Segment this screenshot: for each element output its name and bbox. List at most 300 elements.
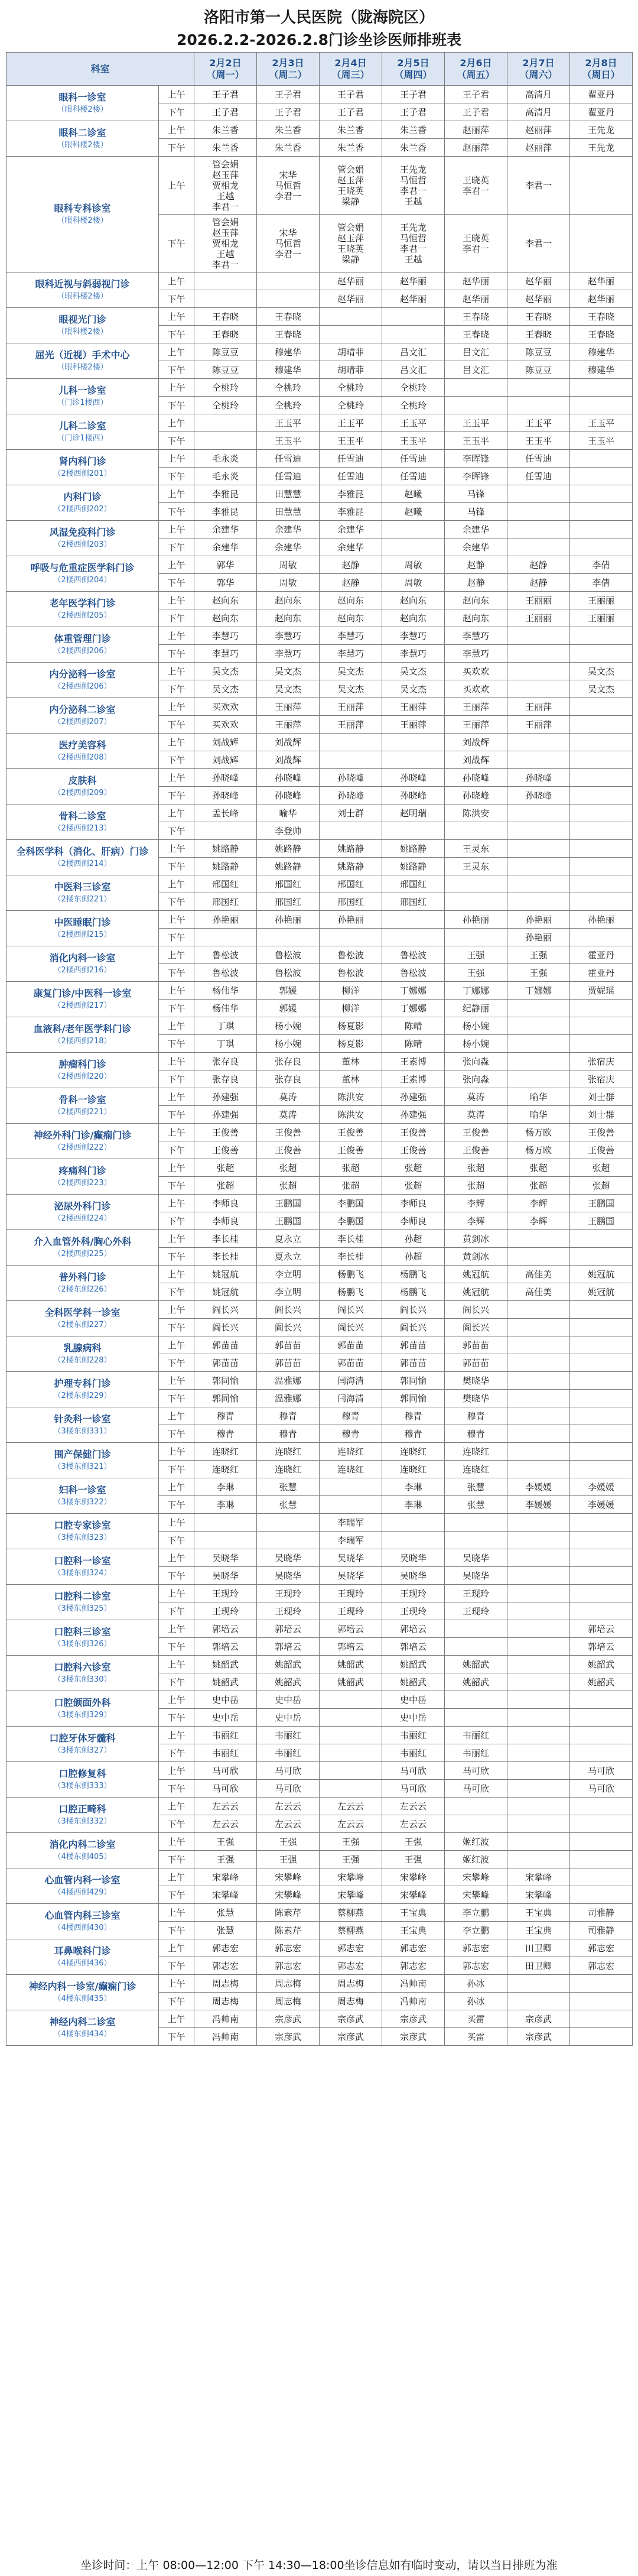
doctor-cell: 王俊善 bbox=[382, 1141, 445, 1159]
doctor-cell: 杨小婉 bbox=[445, 1017, 507, 1035]
period-label: 上午 bbox=[159, 485, 194, 503]
doctor-cell: 郭志宏 bbox=[320, 1957, 382, 1975]
doctor-cell: 郭苗苗 bbox=[320, 1336, 382, 1354]
department-cell bbox=[6, 1195, 159, 1230]
doctor-cell: 宋攀峰 bbox=[257, 1886, 320, 1904]
doctor-cell: 赵丽萍 bbox=[507, 121, 570, 139]
period-label: 下午 bbox=[159, 1851, 194, 1868]
doctor-cell: 马可欣 bbox=[382, 1762, 445, 1780]
doctor-cell: 仝桃玲 bbox=[320, 379, 382, 397]
doctor-cell: 韦丽红 bbox=[445, 1727, 507, 1744]
department-location: （4楼东侧405） bbox=[53, 1852, 112, 1861]
doctor-cell: 连晓红 bbox=[320, 1461, 382, 1478]
doctor-cell bbox=[507, 397, 570, 414]
doctor-cell: 郭同愉 bbox=[194, 1390, 257, 1407]
doctor-cell: 宗彦武 bbox=[507, 2010, 570, 2028]
doctor-cell: 阎长兴 bbox=[320, 1319, 382, 1336]
doctor-cell: 李瑞军 bbox=[320, 1532, 382, 1549]
department-name: 全科医学科一诊室 bbox=[44, 1306, 121, 1318]
department-name: 内科门诊 bbox=[63, 491, 102, 502]
department-location: （2楼东侧229） bbox=[53, 1391, 112, 1400]
doctor-cell bbox=[507, 503, 570, 521]
period-label: 上午 bbox=[159, 308, 194, 326]
doctor-cell bbox=[507, 1532, 570, 1549]
department-name: 康复门诊/中医科一诊室 bbox=[33, 987, 132, 999]
doctor-cell: 赵华丽 bbox=[570, 272, 633, 290]
doctor-cell: 管会娟 赵玉萍 贾相龙 王越 李君一 bbox=[194, 157, 257, 215]
doctor-cell: 田慧慧 bbox=[257, 503, 320, 521]
doctor-cell bbox=[194, 1514, 257, 1532]
period-label: 下午 bbox=[159, 716, 194, 734]
doctor-cell bbox=[382, 734, 445, 751]
doctor-cell: 樊晓华 bbox=[445, 1372, 507, 1390]
doctor-cell: 李辉 bbox=[507, 1212, 570, 1230]
doctor-cell: 鲁松波 bbox=[194, 964, 257, 982]
doctor-cell: 杨小婉 bbox=[257, 1035, 320, 1053]
period-label: 上午 bbox=[159, 1372, 194, 1390]
doctor-cell: 董林 bbox=[320, 1053, 382, 1070]
period-label: 下午 bbox=[159, 1283, 194, 1301]
doctor-cell: 姚韶武 bbox=[320, 1656, 382, 1673]
doctor-cell: 鲁松波 bbox=[320, 946, 382, 964]
doctor-cell: 王丽萍 bbox=[445, 698, 507, 716]
doctor-cell bbox=[507, 1709, 570, 1727]
doctor-cell: 王素博 bbox=[382, 1070, 445, 1088]
period-label: 下午 bbox=[159, 2028, 194, 2046]
period-label: 上午 bbox=[159, 1868, 194, 1886]
department-cell bbox=[6, 308, 159, 343]
doctor-cell: 姚路静 bbox=[257, 840, 320, 858]
doctor-cell: 宗彦武 bbox=[382, 2010, 445, 2028]
doctor-cell: 丁娜娜 bbox=[382, 1000, 445, 1017]
doctor-cell bbox=[507, 858, 570, 875]
doctor-cell: 孙晓峰 bbox=[382, 769, 445, 787]
doctor-cell: 郭志宏 bbox=[382, 1939, 445, 1957]
day-column-header bbox=[194, 53, 257, 86]
doctor-cell: 李辉 bbox=[445, 1195, 507, 1212]
doctor-cell: 王春晓 bbox=[194, 308, 257, 326]
doctor-cell: 王现玲 bbox=[320, 1602, 382, 1620]
doctor-cell: 阎长兴 bbox=[257, 1319, 320, 1336]
doctor-cell: 莫涛 bbox=[445, 1106, 507, 1124]
period-label: 下午 bbox=[159, 326, 194, 343]
doctor-cell: 郭志宏 bbox=[570, 1939, 633, 1957]
doctor-cell: 王俊善 bbox=[445, 1124, 507, 1141]
department-location: （4楼东侧434） bbox=[53, 2029, 112, 2039]
doctor-cell bbox=[570, 787, 633, 804]
doctor-cell: 史中岳 bbox=[194, 1709, 257, 1727]
period-label: 上午 bbox=[159, 911, 194, 929]
schedule-row bbox=[6, 1407, 633, 1425]
doctor-cell: 高佳美 bbox=[507, 1266, 570, 1283]
doctor-cell: 王俊善 bbox=[570, 1141, 633, 1159]
doctor-cell: 吕文汇 bbox=[382, 343, 445, 361]
period-label: 上午 bbox=[159, 1656, 194, 1673]
department-location: （2楼西侧215） bbox=[53, 930, 112, 939]
department-location: （3楼东侧321） bbox=[53, 1462, 112, 1471]
doctor-cell bbox=[507, 1000, 570, 1017]
doctor-cell: 张宿庆 bbox=[570, 1053, 633, 1070]
department-name: 神经内科一诊室/癫痫门诊 bbox=[28, 1980, 136, 1992]
doctor-cell: 王现玲 bbox=[382, 1602, 445, 1620]
doctor-cell: 王玉平 bbox=[257, 414, 320, 432]
doctor-cell bbox=[507, 1301, 570, 1319]
doctor-cell: 王宝典 bbox=[382, 1922, 445, 1939]
doctor-cell bbox=[507, 538, 570, 556]
department-location: （2楼西侧206） bbox=[53, 646, 112, 656]
doctor-cell: 买欢欢 bbox=[445, 663, 507, 680]
department-cell bbox=[6, 121, 159, 157]
doctor-cell: 周志梅 bbox=[320, 1975, 382, 1993]
period-label: 下午 bbox=[159, 1425, 194, 1443]
doctor-cell: 余建华 bbox=[194, 538, 257, 556]
doctor-cell: 鲁松波 bbox=[320, 964, 382, 982]
period-label: 上午 bbox=[159, 1975, 194, 1993]
doctor-cell: 王玉平 bbox=[570, 432, 633, 450]
doctor-cell: 宗彦武 bbox=[507, 2028, 570, 2046]
period-label: 上午 bbox=[159, 1195, 194, 1212]
doctor-cell: 周敏 bbox=[257, 574, 320, 592]
doctor-cell: 韦丽红 bbox=[257, 1744, 320, 1762]
doctor-cell: 姚路静 bbox=[320, 840, 382, 858]
doctor-cell: 吴晓华 bbox=[382, 1567, 445, 1585]
doctor-cell: 翟亚丹 bbox=[570, 86, 633, 103]
doctor-cell: 张超 bbox=[194, 1177, 257, 1195]
doctor-cell bbox=[507, 893, 570, 911]
doctor-cell: 黄剑冰 bbox=[445, 1230, 507, 1248]
doctor-cell: 周敏 bbox=[257, 556, 320, 574]
doctor-cell bbox=[570, 1443, 633, 1461]
department-cell bbox=[6, 1833, 159, 1868]
doctor-cell: 连晓红 bbox=[382, 1461, 445, 1478]
period-label: 下午 bbox=[159, 1177, 194, 1195]
department-cell bbox=[6, 379, 159, 414]
doctor-cell bbox=[382, 911, 445, 929]
doctor-cell: 李慧巧 bbox=[194, 627, 257, 645]
doctor-cell: 孙建强 bbox=[382, 1106, 445, 1124]
doctor-cell bbox=[445, 822, 507, 840]
doctor-cell: 马可欣 bbox=[445, 1762, 507, 1780]
doctor-cell bbox=[445, 1620, 507, 1638]
doctor-cell: 王晓英 李君一 bbox=[445, 157, 507, 215]
doctor-cell: 陈洪安 bbox=[445, 804, 507, 822]
doctor-cell: 赵丽萍 bbox=[445, 121, 507, 139]
period-label: 下午 bbox=[159, 1922, 194, 1939]
doctor-cell: 穆青 bbox=[194, 1407, 257, 1425]
doctor-cell: 张宿庆 bbox=[570, 1070, 633, 1088]
doctor-cell bbox=[570, 929, 633, 946]
doctor-cell: 穆青 bbox=[445, 1425, 507, 1443]
doctor-cell: 周敏 bbox=[382, 574, 445, 592]
department-cell bbox=[6, 982, 159, 1017]
doctor-cell: 马可欣 bbox=[570, 1780, 633, 1798]
doctor-cell: 穆青 bbox=[445, 1407, 507, 1425]
doctor-cell: 周志梅 bbox=[194, 1993, 257, 2010]
department-cell bbox=[6, 698, 159, 734]
day-date: 2月2日 bbox=[209, 57, 242, 69]
doctor-cell: 李媛媛 bbox=[507, 1496, 570, 1514]
schedule-row bbox=[6, 698, 633, 716]
doctor-cell: 赵静 bbox=[320, 556, 382, 574]
doctor-cell: 宋华 马恒哲 李君一 bbox=[257, 157, 320, 215]
department-location: （2楼西侧218） bbox=[53, 1036, 112, 1046]
doctor-cell: 王玉平 bbox=[382, 414, 445, 432]
schedule-row bbox=[6, 1088, 633, 1106]
doctor-cell: 孙晓峰 bbox=[445, 769, 507, 787]
doctor-cell: 杨小婉 bbox=[445, 1035, 507, 1053]
doctor-cell: 李立鹏 bbox=[445, 1922, 507, 1939]
doctor-cell: 郭苗苗 bbox=[194, 1354, 257, 1372]
period-label: 上午 bbox=[159, 521, 194, 538]
doctor-cell: 鲁松波 bbox=[194, 946, 257, 964]
doctor-cell: 郭苗苗 bbox=[320, 1354, 382, 1372]
doctor-cell: 王强 bbox=[194, 1833, 257, 1851]
doctor-cell bbox=[320, 1780, 382, 1798]
doctor-cell bbox=[382, 326, 445, 343]
period-label: 下午 bbox=[159, 680, 194, 698]
department-name: 口腔科二诊室 bbox=[54, 1590, 111, 1602]
department-name: 全科医学科（消化、肝病）门诊 bbox=[16, 845, 149, 857]
department-name: 肿瘤科门诊 bbox=[58, 1058, 106, 1070]
doctor-cell bbox=[257, 272, 320, 290]
doctor-cell: 喻华 bbox=[257, 804, 320, 822]
period-label: 下午 bbox=[159, 1354, 194, 1372]
period-label: 上午 bbox=[159, 414, 194, 432]
doctor-cell: 仝桃玲 bbox=[194, 397, 257, 414]
doctor-cell: 王鹏国 bbox=[257, 1195, 320, 1212]
department-name: 儿科一诊室 bbox=[58, 384, 106, 396]
doctor-cell: 穆建华 bbox=[257, 343, 320, 361]
department-location: （2楼西侧222） bbox=[53, 1143, 112, 1152]
doctor-cell: 王丽萍 bbox=[507, 716, 570, 734]
period-label: 下午 bbox=[159, 929, 194, 946]
doctor-cell: 王强 bbox=[507, 964, 570, 982]
doctor-cell: 杨万欧 bbox=[507, 1124, 570, 1141]
department-cell bbox=[6, 663, 159, 698]
doctor-cell: 李君一 bbox=[507, 157, 570, 215]
period-label: 下午 bbox=[159, 1106, 194, 1124]
doctor-cell: 蔡柳燕 bbox=[320, 1922, 382, 1939]
period-label: 下午 bbox=[159, 645, 194, 663]
doctor-cell bbox=[382, 1514, 445, 1532]
period-label: 上午 bbox=[159, 1514, 194, 1532]
period-label: 上午 bbox=[159, 1407, 194, 1425]
period-label: 上午 bbox=[159, 157, 194, 215]
doctor-cell bbox=[507, 1656, 570, 1673]
period-label: 上午 bbox=[159, 1762, 194, 1780]
doctor-cell bbox=[507, 1514, 570, 1532]
doctor-cell: 王子君 bbox=[320, 86, 382, 103]
doctor-cell: 朱兰香 bbox=[257, 139, 320, 157]
period-label: 下午 bbox=[159, 538, 194, 556]
schedule-row bbox=[6, 911, 633, 929]
doctor-cell: 任雪迪 bbox=[257, 450, 320, 468]
doctor-cell: 阎长兴 bbox=[257, 1301, 320, 1319]
doctor-cell: 仝桃玲 bbox=[194, 379, 257, 397]
doctor-cell: 吴文杰 bbox=[320, 680, 382, 698]
department-name: 护理专科门诊 bbox=[54, 1377, 111, 1389]
doctor-cell: 郭媛 bbox=[257, 982, 320, 1000]
doctor-cell: 王丽萍 bbox=[382, 698, 445, 716]
doctor-cell: 王宝典 bbox=[507, 1904, 570, 1922]
schedule-row bbox=[6, 121, 633, 139]
doctor-cell: 李师良 bbox=[382, 1212, 445, 1230]
doctor-cell: 吴晓华 bbox=[257, 1567, 320, 1585]
doctor-cell: 王强 bbox=[257, 1833, 320, 1851]
department-cell bbox=[6, 946, 159, 982]
doctor-cell bbox=[570, 1035, 633, 1053]
doctor-cell: 郭志宏 bbox=[194, 1939, 257, 1957]
period-label: 上午 bbox=[159, 698, 194, 716]
doctor-cell: 张慧 bbox=[445, 1496, 507, 1514]
doctor-cell: 姚冠航 bbox=[570, 1283, 633, 1301]
doctor-cell: 吴文杰 bbox=[194, 663, 257, 680]
department-location: （2楼西侧205） bbox=[53, 611, 112, 620]
doctor-cell: 赵静 bbox=[445, 556, 507, 574]
doctor-cell: 姚路静 bbox=[320, 858, 382, 875]
doctor-cell: 周志梅 bbox=[257, 1993, 320, 2010]
doctor-cell: 王现玲 bbox=[382, 1585, 445, 1602]
doctor-cell: 左云云 bbox=[320, 1815, 382, 1833]
doctor-cell: 胡晴菲 bbox=[320, 361, 382, 379]
doctor-cell: 宋攀峰 bbox=[194, 1868, 257, 1886]
doctor-cell: 王丽萍 bbox=[320, 716, 382, 734]
doctor-cell: 赵向东 bbox=[257, 609, 320, 627]
schedule-row bbox=[6, 1727, 633, 1744]
doctor-cell: 周志梅 bbox=[194, 1975, 257, 1993]
doctor-cell: 张慧 bbox=[257, 1496, 320, 1514]
doctor-cell bbox=[194, 1532, 257, 1549]
doctor-cell: 吴晓华 bbox=[382, 1549, 445, 1567]
doctor-cell: 张超 bbox=[570, 1177, 633, 1195]
doctor-cell: 李师良 bbox=[194, 1212, 257, 1230]
doctor-cell: 孙冰 bbox=[445, 1975, 507, 1993]
doctor-cell: 姚路静 bbox=[382, 840, 445, 858]
doctor-cell: 史中岳 bbox=[257, 1691, 320, 1709]
doctor-cell: 穆青 bbox=[257, 1407, 320, 1425]
doctor-cell: 王强 bbox=[445, 946, 507, 964]
department-cell bbox=[6, 1336, 159, 1372]
doctor-cell: 左云云 bbox=[194, 1815, 257, 1833]
doctor-cell bbox=[570, 1798, 633, 1815]
day-weekday: （周四） bbox=[394, 69, 432, 80]
doctor-cell: 邢国红 bbox=[320, 875, 382, 893]
doctor-cell bbox=[507, 1248, 570, 1266]
doctor-cell: 王春晓 bbox=[257, 326, 320, 343]
doctor-cell bbox=[507, 1602, 570, 1620]
doctor-cell: 阎长兴 bbox=[445, 1301, 507, 1319]
schedule-row bbox=[6, 414, 633, 432]
doctor-cell: 姚韶武 bbox=[194, 1673, 257, 1691]
doctor-cell: 吴晓华 bbox=[257, 1549, 320, 1567]
hospital-title: 洛阳市第一人民医院（陇海院区） bbox=[203, 9, 434, 27]
doctor-cell: 孙晓峰 bbox=[257, 787, 320, 804]
doctor-cell bbox=[570, 1336, 633, 1354]
doctor-cell: 连晓红 bbox=[382, 1443, 445, 1461]
doctor-cell: 吴晓华 bbox=[194, 1567, 257, 1585]
doctor-cell bbox=[570, 1868, 633, 1886]
doctor-cell: 史中岳 bbox=[382, 1691, 445, 1709]
department-location: （2楼西侧217） bbox=[53, 1001, 112, 1010]
doctor-cell: 李鹏国 bbox=[320, 1212, 382, 1230]
doctor-cell: 李慧巧 bbox=[194, 645, 257, 663]
doctor-cell: 余建华 bbox=[320, 521, 382, 538]
doctor-cell: 郭培云 bbox=[320, 1620, 382, 1638]
department-cell bbox=[6, 1939, 159, 1975]
doctor-cell bbox=[320, 734, 382, 751]
period-label: 下午 bbox=[159, 787, 194, 804]
period-label: 下午 bbox=[159, 215, 194, 272]
department-cell bbox=[6, 343, 159, 379]
doctor-cell bbox=[570, 157, 633, 215]
doctor-cell bbox=[507, 1798, 570, 1815]
doctor-cell: 李媛媛 bbox=[507, 1478, 570, 1496]
period-label: 下午 bbox=[159, 1141, 194, 1159]
doctor-cell: 孙晓峰 bbox=[445, 787, 507, 804]
department-location: （2楼西侧209） bbox=[53, 788, 112, 797]
doctor-cell bbox=[507, 1035, 570, 1053]
doctor-cell: 吴文杰 bbox=[570, 680, 633, 698]
doctor-cell bbox=[570, 734, 633, 751]
schedule-row bbox=[6, 734, 633, 751]
department-cell bbox=[6, 875, 159, 911]
period-label: 上午 bbox=[159, 1230, 194, 1248]
doctor-cell: 赵向东 bbox=[382, 592, 445, 609]
doctor-cell: 张向淼 bbox=[445, 1053, 507, 1070]
doctor-cell bbox=[570, 822, 633, 840]
department-cell bbox=[6, 485, 159, 521]
period-label: 下午 bbox=[159, 1035, 194, 1053]
department-name: 皮肤科 bbox=[68, 774, 97, 786]
doctor-cell: 孙晓峰 bbox=[257, 769, 320, 787]
doctor-cell: 王现玲 bbox=[194, 1585, 257, 1602]
doctor-cell: 姚路静 bbox=[194, 858, 257, 875]
doctor-cell: 郭培云 bbox=[382, 1620, 445, 1638]
doctor-cell: 王现玲 bbox=[194, 1602, 257, 1620]
doctor-cell: 刘战辉 bbox=[445, 751, 507, 769]
doctor-cell: 任雪迪 bbox=[382, 468, 445, 485]
doctor-cell: 王丽丽 bbox=[507, 609, 570, 627]
doctor-cell: 孙超 bbox=[382, 1248, 445, 1266]
department-cell bbox=[6, 627, 159, 663]
doctor-cell: 孙艳丽 bbox=[570, 911, 633, 929]
doctor-cell: 吴文杰 bbox=[320, 663, 382, 680]
doctor-cell: 姚韶武 bbox=[320, 1673, 382, 1691]
doctor-cell: 王鹏国 bbox=[570, 1212, 633, 1230]
doctor-cell: 李雅昆 bbox=[320, 503, 382, 521]
schedule-row bbox=[6, 1230, 633, 1248]
doctor-cell bbox=[570, 875, 633, 893]
doctor-cell: 宗彦武 bbox=[320, 2010, 382, 2028]
department-location: （眼科楼2楼） bbox=[57, 291, 108, 301]
doctor-cell bbox=[382, 538, 445, 556]
period-label: 上午 bbox=[159, 1833, 194, 1851]
doctor-cell: 张慧 bbox=[445, 1478, 507, 1496]
doctor-cell: 周志梅 bbox=[320, 1993, 382, 2010]
period-label: 上午 bbox=[159, 627, 194, 645]
doctor-cell: 马可欣 bbox=[194, 1762, 257, 1780]
department-location: （2楼西侧213） bbox=[53, 823, 112, 833]
doctor-cell: 孙超 bbox=[382, 1230, 445, 1248]
doctor-cell: 宋攀峰 bbox=[507, 1868, 570, 1886]
doctor-cell: 吴文杰 bbox=[382, 663, 445, 680]
doctor-cell: 穆建华 bbox=[570, 361, 633, 379]
doctor-cell: 阎长兴 bbox=[194, 1301, 257, 1319]
doctor-cell: 孙建强 bbox=[382, 1088, 445, 1106]
doctor-cell: 韦丽红 bbox=[257, 1727, 320, 1744]
period-label: 下午 bbox=[159, 1638, 194, 1656]
doctor-cell bbox=[507, 751, 570, 769]
